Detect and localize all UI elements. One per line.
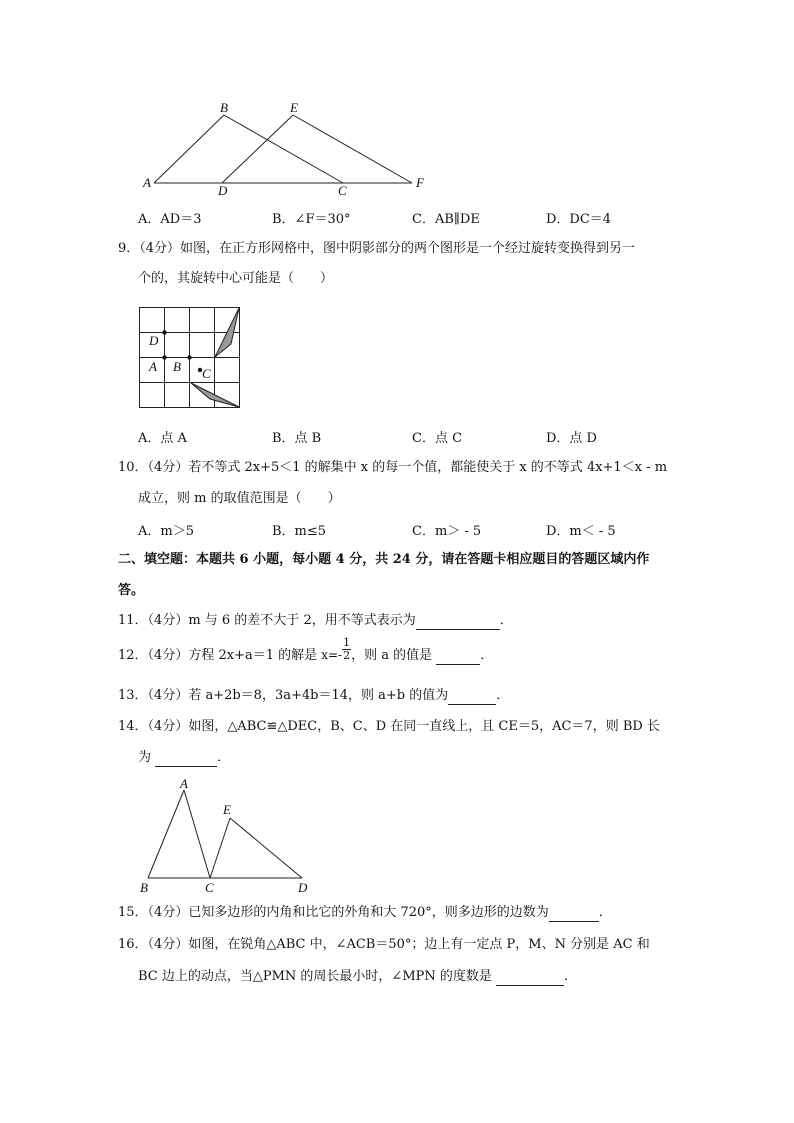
q9-option-d[interactable]: D．点 D	[546, 431, 597, 446]
q12-fraction-den: 2	[343, 649, 351, 662]
q16-stem-line1: 16．（4分）如图，在锐角△ABC 中，∠ACB＝50°；边上有一定点 P，M、N 分别是 AC 和	[118, 937, 650, 952]
q12-fraction	[342, 637, 351, 662]
q13-end: ．	[496, 688, 510, 703]
q15-end: ．	[598, 905, 612, 920]
q14-label-c: C	[205, 880, 214, 895]
q9-stem-line1: 9．（4分）如图，在正方形网格中，图中阴影部分的两个图形是一个经过旋转变换得到另一	[118, 241, 636, 256]
point-label-d: D	[218, 183, 228, 198]
q13-row	[118, 686, 509, 705]
q10-stem-line2: 成立，则 m 的取值范围是（ ）	[138, 491, 341, 506]
grid-label-b: B	[173, 359, 181, 374]
section2-heading-line1: 二、填空题：本题共 6 小题，每小题 4 分，共 24 分，请在答题卡相应题目的答题区域内作	[118, 552, 650, 567]
q8-option-d[interactable]: D．DC＝4	[546, 212, 612, 227]
q8-option-c[interactable]: C．AB∥DE	[412, 212, 480, 227]
q14-label-e: E	[223, 802, 231, 817]
q9-option-a[interactable]: A．点 A	[138, 431, 187, 446]
q16-row2	[138, 967, 577, 986]
grid-label-a: A	[149, 359, 157, 374]
q13-text: 13．（4分）若 a+2b＝8，3a+4b＝14，则 a+b 的值为	[118, 688, 449, 703]
q14-label-b: B	[140, 880, 148, 895]
q15-answer-blank[interactable]	[549, 907, 599, 922]
q10-option-a[interactable]: A．m＞5	[138, 524, 194, 539]
triangle-figure-q14	[140, 782, 310, 882]
point-label-c: C	[338, 183, 347, 198]
grid-label-c: C	[202, 366, 211, 381]
q12-row	[118, 636, 494, 665]
q16-end: ．	[564, 969, 578, 984]
q12-pre: 12．（4分）方程 2x+a＝1 的解是	[118, 648, 322, 663]
q12-eq: x=-	[321, 648, 343, 662]
q14-label-d: D	[298, 880, 308, 895]
q14-end: ．	[217, 750, 231, 765]
q11-end: ．	[499, 613, 513, 628]
q10-option-d[interactable]: D．m＜ - 5	[546, 524, 616, 539]
q15-text: 15．（4分）已知多边形的内角和比它的外角和大 720°，则多边形的边数为	[118, 905, 549, 920]
q12-post: ，则 a 的值是	[351, 648, 437, 663]
q9-option-c[interactable]: C．点 C	[412, 431, 463, 446]
q15-row	[118, 903, 612, 922]
q12-fraction-num: 1	[343, 636, 351, 649]
q11-text: 11．（4分）m 与 6 的差不大于 2，用不等式表示为	[118, 613, 416, 628]
q14-line2: 为	[138, 750, 156, 765]
q9-stem-line2: 个的，其旋转中心可能是（ ）	[138, 271, 334, 286]
q8-option-b[interactable]: B．∠F＝30°	[272, 212, 351, 227]
point-label-e: E	[290, 100, 298, 115]
q10-option-c[interactable]: C．m＞ - 5	[412, 524, 482, 539]
q8-option-a[interactable]: A．AD＝3	[138, 212, 202, 227]
q16-answer-blank[interactable]	[496, 971, 564, 986]
q14-label-a: A	[180, 776, 188, 791]
point-label-a: A	[143, 175, 151, 190]
grid-label-d: D	[149, 333, 159, 348]
q14-answer-blank[interactable]	[155, 752, 217, 767]
q11-answer-blank[interactable]	[416, 615, 500, 630]
q12-end: ．	[480, 648, 494, 663]
point-label-f: F	[416, 175, 424, 190]
q13-answer-blank[interactable]	[448, 690, 496, 705]
q11-row	[118, 611, 513, 630]
q12-answer-blank[interactable]	[436, 650, 480, 665]
section2-heading-line2: 答。	[118, 583, 145, 598]
q10-stem-line1: 10．（4分）若不等式 2x+5＜1 的解集中 x 的每一个值，都能使关于 x 的不等式 4x+1＜x - m	[118, 460, 668, 475]
q16-line2: BC 边上的动点，当△PMN 的周长最小时，∠MPN 的度数是	[138, 969, 497, 984]
q14-stem-line1: 14．（4分）如图，△ABC≌△DEC，B、C、D 在同一直线上，且 CE＝5，AC＝7，则 BD 长	[118, 719, 660, 734]
q9-option-b[interactable]: B．点 B	[272, 431, 322, 446]
q10-option-b[interactable]: B．m≤5	[272, 524, 327, 539]
q14-row2	[138, 748, 230, 767]
point-label-b: B	[220, 100, 228, 115]
